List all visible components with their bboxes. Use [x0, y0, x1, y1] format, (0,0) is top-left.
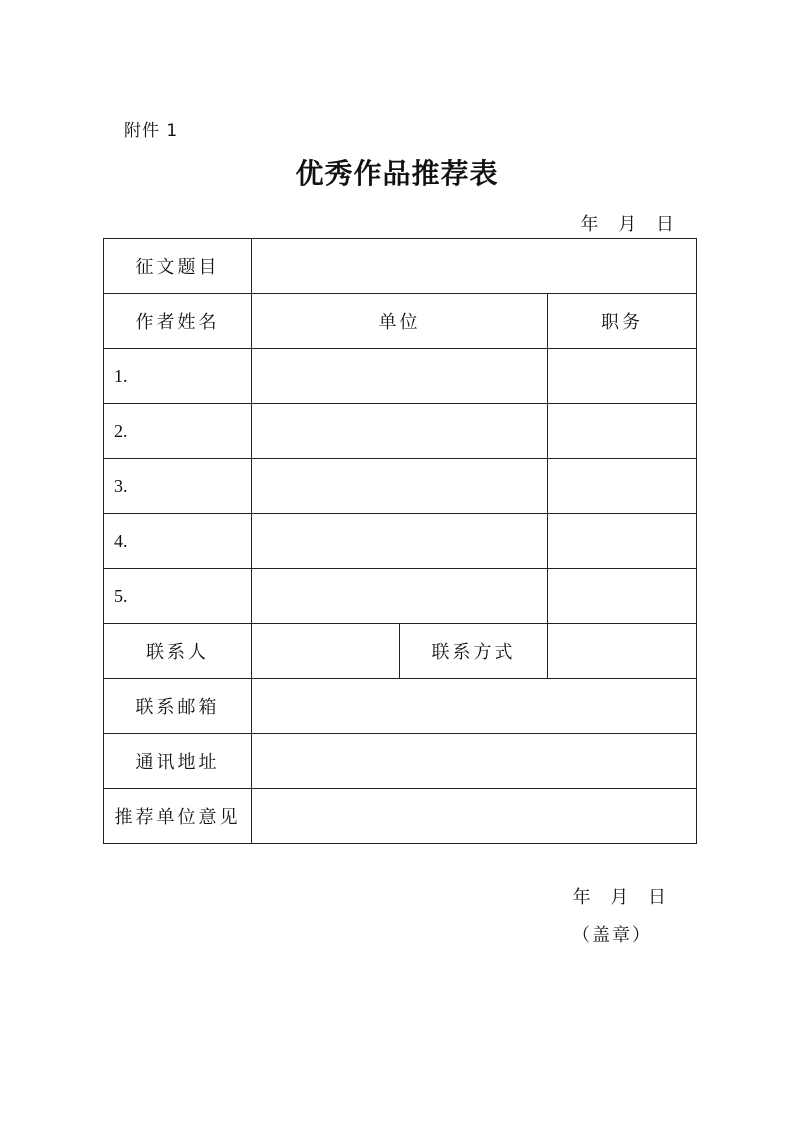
email-row — [104, 679, 697, 734]
opinion-label: 推荐单位意见 — [104, 789, 252, 844]
opinion-date: 年 月 日 — [572, 887, 667, 908]
author-header-row — [104, 294, 697, 349]
contact-row — [104, 624, 697, 679]
author-row — [104, 349, 697, 404]
recommendation-form-table — [103, 238, 697, 946]
author-number[interactable]: 2. — [104, 404, 252, 459]
author-name-label: 作者姓名 — [104, 294, 252, 349]
contact-person-label: 联系人 — [104, 624, 252, 679]
author-position-field[interactable] — [548, 349, 697, 404]
position-header: 职务 — [548, 294, 697, 349]
contact-person-field[interactable] — [252, 624, 400, 679]
essay-title-label: 征文题目 — [104, 239, 252, 294]
author-number[interactable]: 4. — [104, 514, 252, 569]
author-row — [104, 404, 697, 459]
author-row — [104, 514, 697, 569]
mailing-address-label: 通讯地址 — [104, 734, 252, 789]
author-row — [104, 569, 697, 624]
author-row — [104, 459, 697, 514]
unit-header: 单位 — [252, 294, 548, 349]
seal-label: （盖章） — [572, 925, 653, 946]
author-unit-field[interactable] — [252, 569, 548, 624]
author-unit-field[interactable] — [252, 349, 548, 404]
contact-email-label: 联系邮箱 — [104, 679, 252, 734]
mailing-address-field[interactable] — [252, 734, 697, 789]
contact-method-field[interactable] — [548, 624, 697, 679]
essay-title-field[interactable] — [252, 239, 697, 294]
form-title: 优秀作品推荐表 — [295, 157, 499, 190]
author-unit-field[interactable] — [252, 459, 548, 514]
author-position-field[interactable] — [548, 404, 697, 459]
author-number[interactable]: 1. — [104, 349, 252, 404]
attachment-label: 附件 1 — [124, 121, 179, 141]
author-position-field[interactable] — [548, 514, 697, 569]
author-number[interactable]: 3. — [104, 459, 252, 514]
author-number[interactable]: 5. — [104, 569, 252, 624]
author-unit-field[interactable] — [252, 514, 548, 569]
author-position-field[interactable] — [548, 459, 697, 514]
opinion-field[interactable] — [252, 789, 697, 946]
form-date: 年 月 日 — [580, 214, 674, 235]
author-position-field[interactable] — [548, 569, 697, 624]
contact-method-label: 联系方式 — [400, 624, 548, 679]
contact-email-field[interactable] — [252, 679, 697, 734]
address-row — [104, 734, 697, 789]
author-unit-field[interactable] — [252, 404, 548, 459]
opinion-row — [104, 789, 697, 844]
essay-title-row — [104, 239, 697, 294]
